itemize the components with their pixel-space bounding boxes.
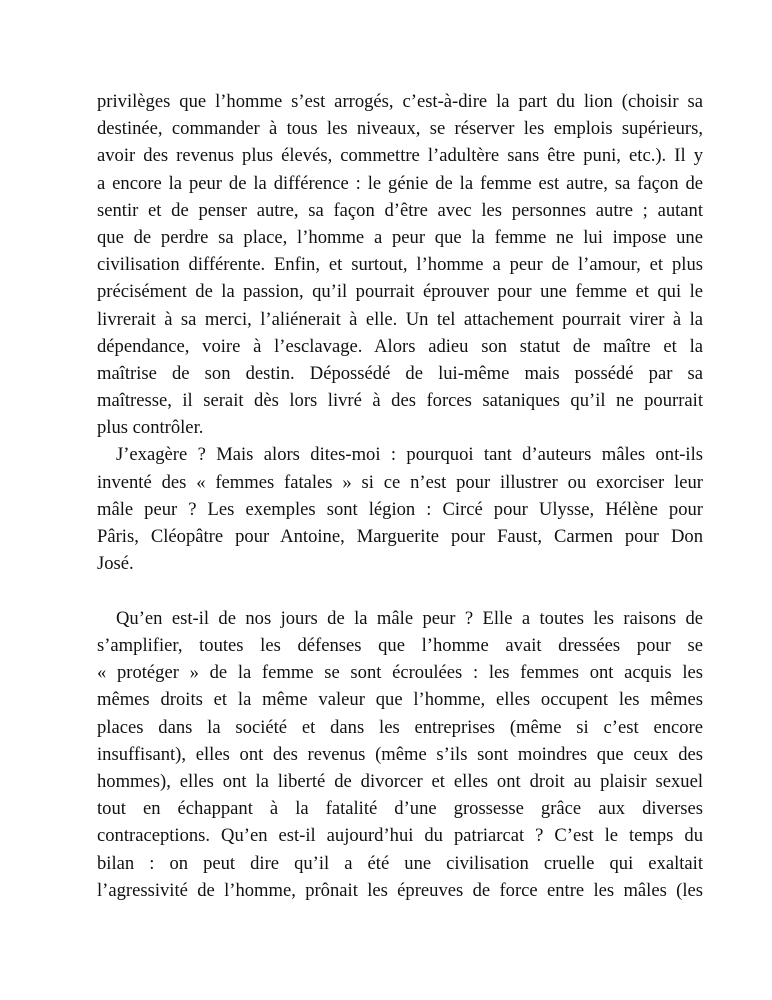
text-line: J’exagère ? Mais alors dites-moi : pourquoi tant d’auteurs mâles ont-ils — [116, 444, 703, 466]
text-line: plus contrôler. — [97, 417, 204, 439]
text-line: précisément de la passion, qu’il pourrait éprouver pour une femme et qui le — [97, 281, 703, 303]
paragraph-spacer — [97, 577, 703, 605]
text-line: José. — [97, 553, 134, 575]
text-line: tout en échappant à la fatalité d’une grossesse grâce aux diverses — [97, 798, 703, 820]
text-line: contraceptions. Qu’en est-il aujourd’hui du patriarcat ? C’est le temps du — [97, 825, 703, 847]
text-line: places dans la société et dans les entreprises (même si c’est encore — [97, 716, 703, 738]
text-line: a encore la peur de la différence : le génie de la femme est autre, sa façon de — [97, 172, 703, 194]
paragraph-3 — [97, 605, 703, 904]
text-line: hommes), elles ont la liberté de divorcer et elles ont droit au plaisir sexuel — [97, 771, 703, 792]
text-line: livrerait à sa merci, l’aliénerait à elle. Un tel attachement pourrait virer à la — [97, 308, 703, 330]
text-line: maîtrise de son destin. Dépossédé de lui-même mais possédé par sa — [97, 362, 703, 384]
text-line: civilisation différente. Enfin, et surtout, l’homme a peur de l’amour, et plus — [97, 254, 703, 276]
text-line: mêmes droits et la même valeur que l’homme, elles occupent les mêmes — [97, 689, 703, 711]
text-line: avoir des revenus plus élevés, commettre l’adultère sans être puni, etc.). Il y — [97, 145, 703, 167]
text-line: Qu’en est-il de nos jours de la mâle peur ? Elle a toutes les raisons de — [116, 607, 703, 629]
text-line: l’agressivité de l’homme, prônait les épreuves de force entre les mâles (les — [97, 879, 703, 901]
text-line: dépendance, voire à l’esclavage. Alors adieu son statut de maître et la — [97, 335, 703, 357]
text-line: destinée, commander à tous les niveaux, se réserver les emplois supérieurs, — [97, 118, 703, 140]
text-line: Pâris, Cléopâtre pour Antoine, Marguerite pour Faust, Carmen pour Don — [97, 526, 703, 547]
text-line: insuffisant), elles ont des revenus (même s’ils sont moindres que ceux des — [97, 743, 703, 765]
text-line: sentir et de penser autre, sa façon d’être avec les personnes autre ; autant — [97, 199, 703, 221]
paragraph-2 — [97, 441, 703, 577]
text-line: maîtresse, il serait dès lors livré à des forces sataniques qu’il ne pourrait — [97, 390, 703, 412]
document-page — [97, 88, 703, 904]
text-line: « protéger » de la femme se sont écroulées : les femmes ont acquis les — [97, 662, 703, 684]
text-line: que de perdre sa place, l’homme a peur que la femme ne lui impose une — [97, 226, 703, 248]
text-line: mâle peur ? Les exemples sont légion : Circé pour Ulysse, Hélène pour — [97, 498, 703, 520]
text-line: inventé des « femmes fatales » si ce n’est pour illustrer ou exorciser leur — [97, 471, 703, 493]
paragraph-1 — [97, 88, 703, 441]
text-line: bilan : on peut dire qu’il a été une civilisation cruelle qui exaltait — [97, 852, 703, 874]
text-line: privilèges que l’homme s’est arrogés, c’est-à-dire la part du lion (choisir sa — [97, 91, 703, 112]
text-line: s’amplifier, toutes les défenses que l’homme avait dressées pour se — [97, 635, 703, 657]
